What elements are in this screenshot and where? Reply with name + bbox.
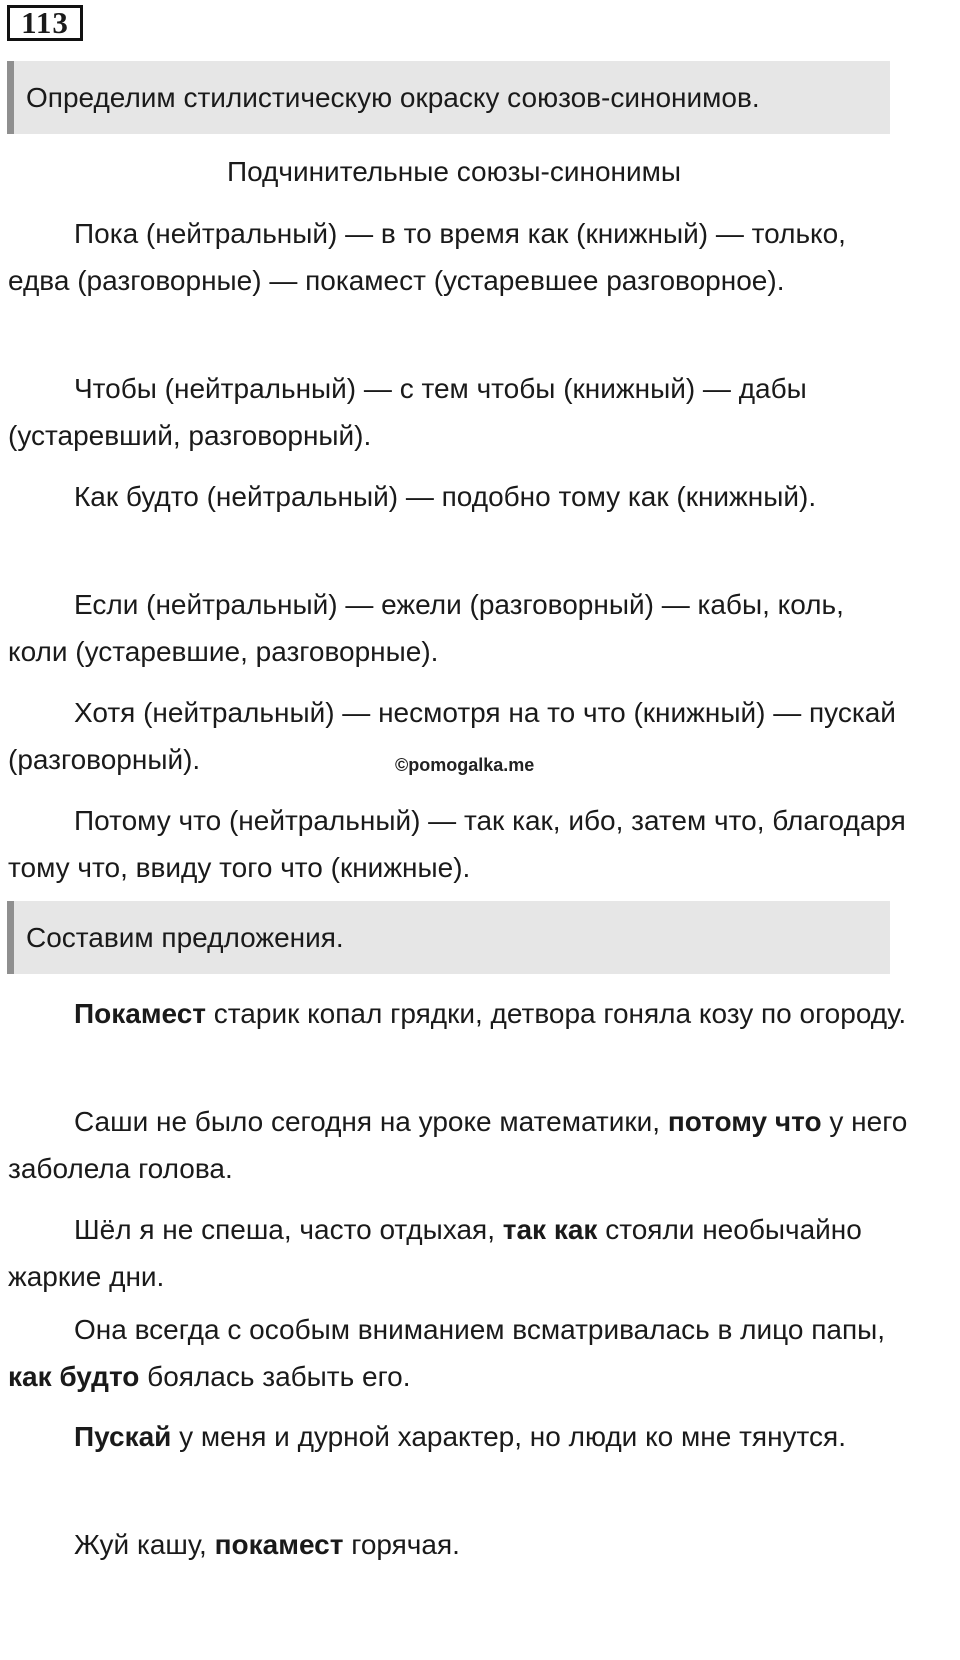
conjunction-bold: Пускай	[74, 1421, 172, 1452]
sentence-text: старик копал грядки, детвора гоняла козу по огороду.	[206, 998, 907, 1029]
task-number-badge: 113	[7, 5, 83, 41]
example-sentence	[8, 1206, 908, 1300]
conjunction-bold: Покамест	[74, 998, 207, 1029]
sentence-text: у него заболела голова.	[8, 1106, 908, 1184]
conjunction-bold: так как	[502, 1214, 598, 1245]
example-sentence	[8, 1098, 908, 1192]
sentence-text: у меня и дурной характер, но люди ко мне тянутся.	[171, 1421, 846, 1452]
conjunction-bold: покамест	[214, 1529, 344, 1560]
paragraph: Как будто (нейтральный) — подобно тому как (книжный).	[74, 481, 817, 512]
conjunction-bold: как будто	[8, 1361, 140, 1392]
sentence-text: боялась забыть его.	[139, 1361, 411, 1392]
sentence-text: Саши не было сегодня на уроке математики,	[74, 1106, 668, 1137]
example-sentence	[8, 1521, 908, 1568]
subtitle: Подчинительные союзы-синонимы	[226, 156, 682, 187]
sentence-text: горячая.	[343, 1529, 460, 1560]
sentence-text: Шёл я не спеша, часто отдыхая,	[74, 1214, 503, 1245]
section-heading-stylistic	[7, 61, 890, 134]
section-heading-sentences	[7, 901, 890, 974]
section-heading-text: Составим предложения.	[26, 921, 344, 953]
paragraph: Потому что (нейтральный) — так как, ибо, затем что, благодаря тому что, ввиду того что (книжные).	[8, 805, 906, 883]
example-sentence	[8, 1413, 908, 1460]
paragraph: Чтобы (нейтральный) — с тем чтобы (книжный) — дабы (устаревший, разговорный).	[8, 373, 807, 451]
conjunction-bold: потому что	[667, 1106, 822, 1137]
watermark: ©pomogalka.me	[395, 755, 535, 775]
example-sentence	[8, 990, 908, 1037]
example-sentence	[8, 1306, 908, 1400]
sentence-text: Она всегда с особым вниманием всматривалась в лицо папы,	[74, 1314, 886, 1345]
paragraph: Если (нейтральный) — ежели (разговорный) — кабы, коль, коли (устаревшие, разговорные).	[8, 589, 844, 667]
section-heading-text: Определим стилистическую окраску союзов-синонимов.	[26, 81, 760, 113]
paragraph: Хотя (нейтральный) — несмотря на то что (книжный) — пускай (разговорный).	[8, 697, 896, 775]
sentence-text: Жуй кашу,	[74, 1529, 215, 1560]
paragraph: Пока (нейтральный) — в то время как (книжный) — только, едва (разговорные) — покамест (устаревшее разговорное).	[8, 218, 846, 296]
sentence-text: стояли необычайно жаркие дни.	[8, 1214, 862, 1292]
